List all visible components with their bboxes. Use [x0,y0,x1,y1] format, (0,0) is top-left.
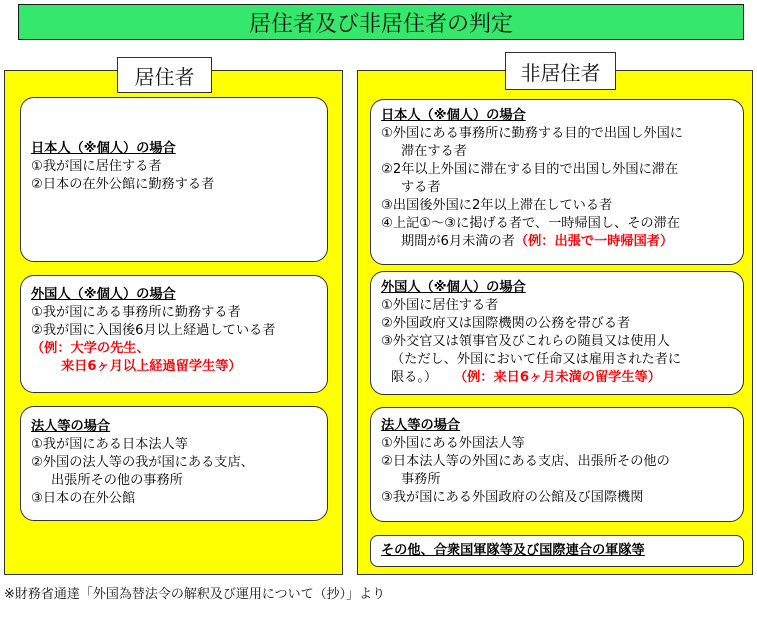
resident-japanese-item: ①我が国に居住する者 [31,159,162,174]
nonresident-corporation-card [370,407,744,522]
resident-foreigner-item: ①我が国にある事務所に勤務する者 [31,305,241,320]
nonresident-japanese-item: ②2年以上外国に滞在する目的で出国し外国に滞在 [381,162,679,177]
nonresident-japanese-heading: 日本人（※個人）の場合 [381,108,526,123]
nonresident-foreigner-item-cont: （ただし、外国において任命又は雇用された者に [391,352,682,367]
nonresident-foreigner-card [370,271,744,395]
nonresident-foreigner-item: ③外交官又は領事官及びこれらの随員又は使用人 [381,334,670,349]
nonresident-foreigner-item3-text: 限る。） [391,370,438,385]
resident-foreigner-example: （例：大学の先生、 [31,341,150,356]
resident-japanese-heading: 日本人（※個人）の場合 [31,141,176,156]
nonresident-japanese-item: ③出国後外国に2年以上滞在している者 [381,198,613,213]
resident-tag: 居住者 [117,57,212,93]
resident-corporation-item-cont: 出張所その他の事務所 [51,473,183,488]
nonresident-foreigner-item: ②外国政府又は国際機関の公務を帯びる者 [381,316,631,331]
resident-foreigner-card [20,275,328,393]
nonresident-tag: 非居住者 [505,52,616,90]
resident-japanese-item: ②日本の在外公館に勤務する者 [31,177,215,192]
nonresident-corporation-item: ①外国にある外国法人等 [381,436,525,451]
nonresident-japanese-item: ④上記①～③に掲げる者で、一時帰国し、その滞在 [381,216,680,231]
nonresident-japanese-item-cont: 滞在する者 [401,144,467,159]
nonresident-other-card [370,535,744,567]
nonresident-other-text: その他、合衆国軍隊等及び国際連合の軍隊等 [381,543,645,558]
page-title: 居住者及び非居住者の判定 [18,4,744,40]
resident-foreigner-example-cont: 来日6ヶ月以上経過留学生等） [61,359,242,374]
nonresident-foreigner-example: （例：来日6ヶ月未満の留学生等） [453,370,661,385]
nonresident-foreigner-item-cont [381,369,743,387]
resident-corporation-item: ③日本の在外公館 [31,491,136,506]
resident-corporation-item: ②外国の法人等の我が国にある支店、 [31,455,254,470]
nonresident-japanese-item-cont: する者 [401,180,441,195]
nonresident-corporation-heading: 法人等の場合 [381,418,461,433]
nonresident-foreigner-item: ①外国に居住する者 [381,298,499,313]
nonresident-japanese-item: ①外国にある事務所に勤務する目的で出国し外国に [381,126,683,141]
nonresident-japanese-item-cont [381,233,743,251]
nonresident-corporation-item: ③我が国にある外国政府の公館及び国際機関 [381,490,644,505]
resident-japanese-card [20,97,328,262]
nonresident-corporation-item-cont: 事務所 [401,472,441,487]
resident-foreigner-item: ②我が国に入国後6月以上経過している者 [31,323,276,338]
footnote: ※財務省通達「外国為替法令の解釈及び運用について（抄）」より [4,587,386,602]
nonresident-japanese-card [370,99,744,265]
nonresident-foreigner-heading: 外国人（※個人）の場合 [381,280,526,295]
nonresident-japanese-item4-text: 期間が6月未満の者 [401,234,515,249]
nonresident-corporation-item: ②日本法人等の外国にある支店、出張所その他の [381,454,670,469]
resident-corporation-item: ①我が国にある日本法人等 [31,437,188,452]
resident-corporation-card [20,406,328,521]
nonresident-japanese-example: （例：出張で一時帰国者） [514,234,674,249]
resident-corporation-heading: 法人等の場合 [31,419,111,434]
resident-foreigner-heading: 外国人（※個人）の場合 [31,287,176,302]
